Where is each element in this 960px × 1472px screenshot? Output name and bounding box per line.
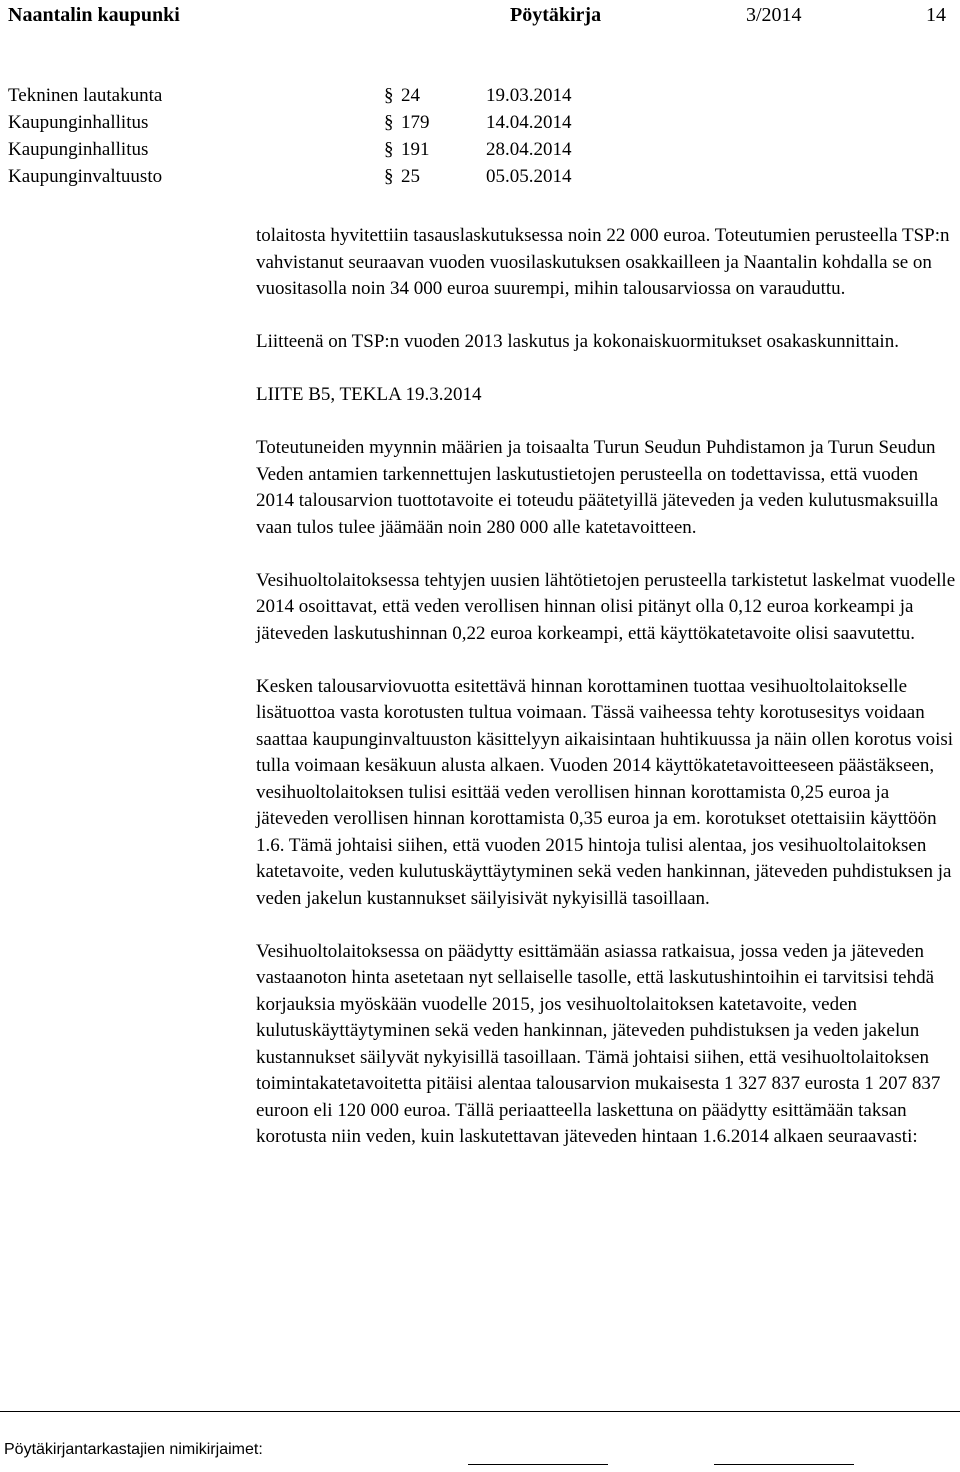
handling-date: 05.05.2014 <box>486 166 572 187</box>
signature-label: Pöytäkirjantarkastajien nimikirjaimet: <box>4 1441 263 1458</box>
handling-body: Kaupunginvaltuusto <box>8 166 163 187</box>
handling-row <box>8 82 708 109</box>
signature-line-1 <box>468 1464 608 1465</box>
section-sign: § <box>384 85 394 106</box>
paragraph-recalculation: Vesihuoltolaitoksessa tehtyjen uusien lähtötietojen perusteella tarkistetut laskelmat vuodelle 2014 osoittavat, että veden verollisen hinnan olisi pitänyt olla 0,12 euroa korkeampi ja jäteveden laskutushinnan 0,22 euroa korkeampi, että käyttökatetavoite olisi saavutettu. <box>256 569 956 644</box>
section-sign: § <box>384 166 394 187</box>
handling-date: 28.04.2014 <box>486 139 572 160</box>
paragraph-attachment-note: Liitteenä on TSP:n vuoden 2013 laskutus ja kokonaiskuormitukset osakaskunnittain. <box>256 331 899 352</box>
section-number: 24 <box>401 85 420 106</box>
section-sign: § <box>384 139 394 160</box>
handling-date: 19.03.2014 <box>486 85 572 106</box>
handling-body: Kaupunginhallitus <box>8 112 149 133</box>
attachment-reference: LIITE B5, TEKLA 19.3.2014 <box>256 384 482 405</box>
paragraph-tsp-billing: tolaitosta hyvitettiin tasauslaskutuksessa noin 22 000 euroa. Toteutumien perusteella TSP:n vahvistanut seuraavan vuoden vuosilaskutuksen osakkailleen ja Naantalin kohdalla se on vuositasolla noin 34 000 euroa suurempi, mihin talousarviossa on varauduttu. <box>256 225 950 299</box>
handling-history <box>8 82 708 190</box>
document-type: Pöytäkirja <box>510 4 602 26</box>
page-number: 14 <box>926 4 946 26</box>
paragraph-revenue-shortfall: Toteutuneiden myynnin määrien ja toisaalta Turun Seudun Puhdistamon ja Turun Seudun Veden antamien tarkennettujen laskutustietojen perusteella on todettavissa, että vuoden 2014 talousarvion tuottotavoite ei toteudu päätetyillä jäteveden ja veden kulutusmaksuilla vaan tulos tulee jäämään noin 280 000 alle katetavoitteen. <box>256 437 939 538</box>
signature-line-2 <box>714 1464 854 1465</box>
organization-name: Naantalin kaupunki <box>8 4 180 26</box>
section-sign: § <box>384 112 394 133</box>
issue-number: 3/2014 <box>746 4 802 26</box>
footer-divider <box>0 1411 960 1412</box>
handling-body: Tekninen lautakunta <box>8 85 163 106</box>
paragraph-mid-year-increase: Kesken talousarviovuotta esitettävä hinnan korottaminen tuottaa vesihuoltolaitokselle lisätuottoa vasta korotusten tultua voimaan. Tässä vaiheessa tehty korotusesitys voidaan saattaa kaupunginvaltuuston käsittelyyn aikaisintaan huhtikuussa ja näin ollen korotus voisi tulla voimaan kesäkuun alusta alkaen. Vuoden 2014 käyttökatetavoitteeseen päästäkseen, vesihuoltolaitoksen tulisi esittää veden verollisen hinnan korottamista 0,25 euroa ja jäteveden verollisen hinnan korottamista 0,35 euroa ja em. korotukset otettaisiin käyttöön 1.6. Tämä johtaisi siihen, että vuoden 2015 hintoja tulisi alentaa, jos vesihuoltolaitoksen katetavoite, veden kulutuskäyttäytyminen sekä veden hankinnan, jäteveden puhdistuksen ja veden jakelun kustannukset säilyisivät nykyisillä tasoillaan. <box>256 675 954 909</box>
handling-row <box>8 109 708 136</box>
document-body <box>256 223 956 1177</box>
handling-row <box>8 136 708 163</box>
page-header <box>8 2 952 28</box>
page-footer <box>4 1440 956 1470</box>
section-number: 25 <box>401 166 420 187</box>
handling-date: 14.04.2014 <box>486 112 572 133</box>
handling-row <box>8 163 708 190</box>
handling-body: Kaupunginhallitus <box>8 139 149 160</box>
paragraph-proposed-solution: Vesihuoltolaitoksessa on päädytty esittämään asiassa ratkaisua, jossa veden ja jäteveden vastaanoton hinta asetetaan nyt sellaiselle tasolle, että laskutushintoihin ei tarvitsisi tehdä korjauksia myöskään vuodelle 2015, jos vesihuoltolaitoksen katetavoite, veden kulutuskäyttäytyminen sekä veden hankinnan, jäteveden puhdistuksen ja veden jakelun kustannukset säilyvät nykyisillä tasoillaan. Tämä johtaisi siihen, että vesihuoltolaitoksen toimintakatetavoitetta pitäisi alentaa talousarvion mukaisesta 1 327 837 eurosta 1 207 837 euroon eli 120 000 euroa. Tällä periaatteella laskettuna on päädytty esittämään taksan korotusta niin veden, kuin laskutettavan jäteveden hintaan 1.6.2014 alkaen seuraavasti: <box>256 940 941 1147</box>
section-number: 191 <box>401 139 430 160</box>
section-number: 179 <box>401 112 430 133</box>
